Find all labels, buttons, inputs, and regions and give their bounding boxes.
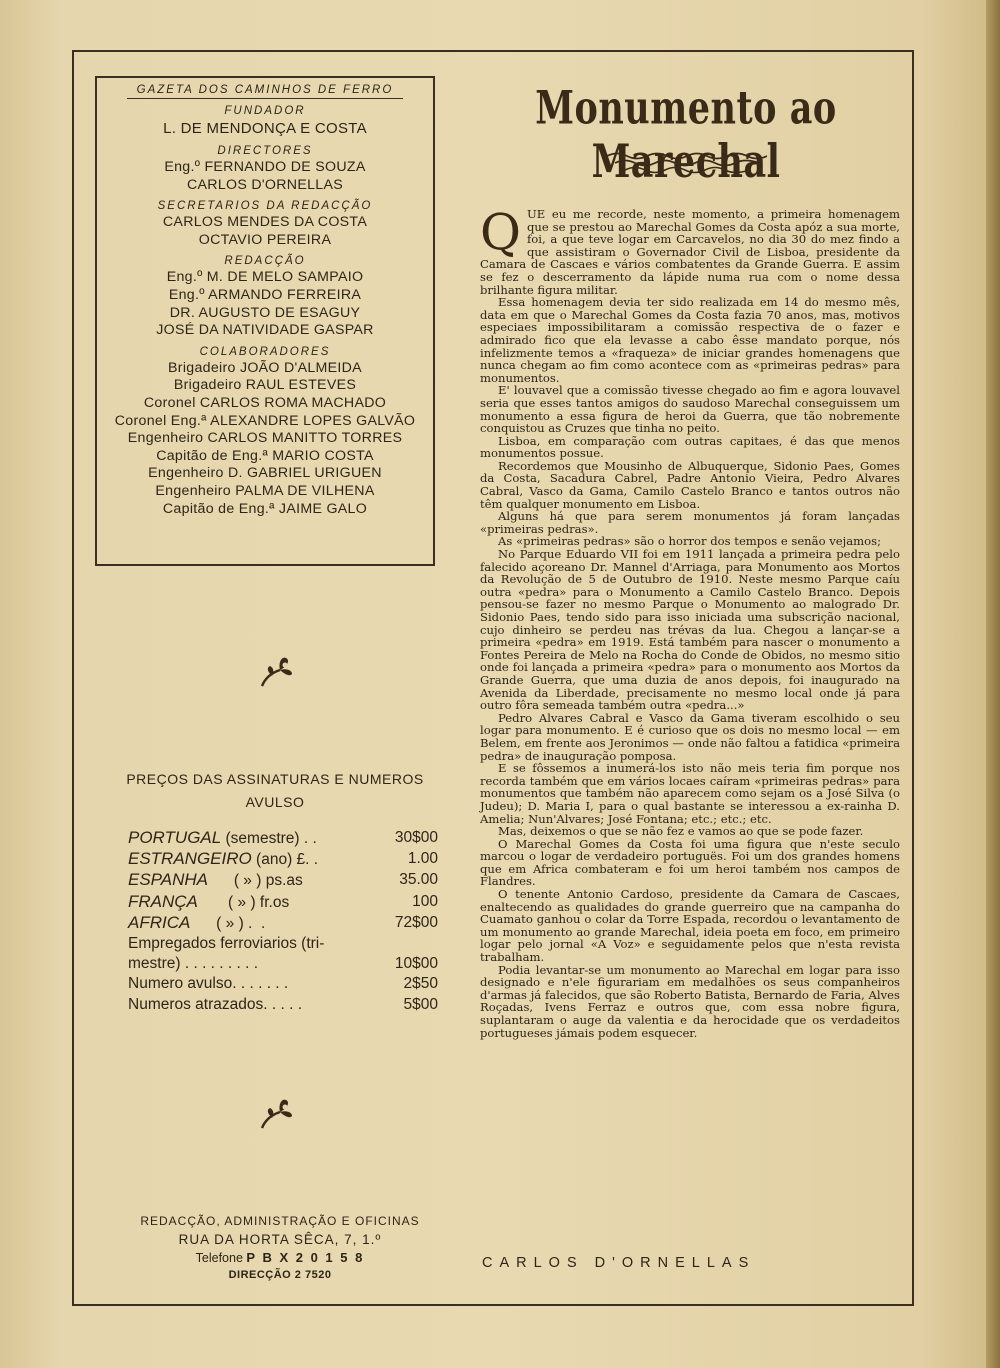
article-title: Monumento ao Marechal [535,82,837,189]
price-row [128,828,438,849]
director-name: CARLOS D'ORNELLAS [186,176,344,193]
prices-table [128,828,438,1015]
contributor-name: Engenheiro CARLOS MANITTO TORRES [127,430,403,447]
price-detail: Numero avulso. . . . . . . [128,975,289,993]
price-detail: (ano) £. . [251,851,319,869]
article-paragraph: E se fôssemos a inumerá-los isto não meis teria fim porque nos recorda também que em vários locaes caíram «primeiras pedras» para monumentos que também não aparecem como sejam os a José Silva (o Judeu); D. Maria I, para o qual bastante se interessou a ex-rainha D. Amelia; Nun'Alvares; José Fontana; etc.; etc.; etc. [480,761,900,826]
contributor-name: Capitão de Eng.ª MARIO COSTA [156,447,374,464]
article-paragraph: O Marechal Gomes da Costa foi uma figura que n'este seculo marcou o logar de verdadeiro portuguës. Foi um dos grandes homens que em Africa combateram e foi um heroi também nos campos de Flandres. [480,836,900,889]
article-paragraph: E' louvavel que a comissão tivesse chegado ao fim e agora louvavel seria que esses tantos amigos do saudoso Marechal conseguissem um monumento a essa figura de heroi da Guerra, que tão nobremente conquistou as Cruzes que tinha no peito. [480,383,900,436]
price-row [128,913,438,934]
article-paragraph [480,203,900,297]
contact-info [115,1212,445,1283]
price-value: 10$00 [394,955,438,973]
publication-name: GAZETA DOS CAMINHOS DE FERRO [127,84,404,99]
price-row [128,849,438,870]
editor-name: DR. AUGUSTO DE ESAGUY [169,304,361,321]
contact-direction: DIRECÇÃO 2 7520 [228,1269,332,1281]
contributors-role: COLABORADORES [199,345,331,358]
price-country: ESPANHA [128,870,208,890]
editorial-role: REDACÇÃO [224,255,306,268]
secretary-name: CARLOS MENDES DA COSTA [162,214,368,231]
price-value: 100 [412,892,438,910]
prices-title-continued: AVULSO [245,794,305,810]
contact-address: RUA DA HORTA SÊCA, 7, 1.º [178,1232,382,1247]
price-row [128,934,438,954]
contributor-name: Coronel CARLOS ROMA MACHADO [143,394,387,411]
editor-name: Eng.º ARMANDO FERREIRA [168,286,362,303]
founder-role: FUNDADOR [224,105,306,117]
price-detail: mestre) . . . . . . . . . [128,955,259,973]
article-paragraph: No Parque Eduardo VII foi em 1911 lançada a primeira pedra pelo falecido açoreano Dr. Mannel d'Arriaga, para Monumento aos Mortos da Revolução de 5 de Outubro de 1910. Neste mesmo Parque caíu outra «pedra» para o Monumento a Camilo Castelo Branco. Depois pensou-se fazer no mesmo Parque o Monumento ao malogrado Dr. Sidonio Paes, tendo sido para isso iniciada uma subscrição nacional, cujo dinheiro se perdeu nas trévas da lua. Chegou a lançar-se a primeira «pedra» em 1919. Está também para nascer o monumento a Fontes Pereira de Melo na Rocha do Conde de Obidos, no mesmo sitio onde foi lançada a primeira «pedra» para o monumento aos Mortos da Grande Guerra, que uma duzia de anos depois, foi inaugurado na Avenida da Liberdade, precisamente no mesmo local onde já para outro fôra semeada também outra «pedra...» [480,547,900,713]
masthead-box [95,76,435,566]
director-name: Eng.º FERNANDO DE SOUZA [164,159,366,175]
price-value: 72$00 [394,913,438,931]
price-row [128,995,438,1015]
editor-name: JOSÉ DA NATIVIDADE GASPAR [156,322,374,339]
phone-label: Telefone [195,1251,243,1265]
flower-ornament-icon [256,1092,300,1132]
article-paragraph: As «primeiras pedras» são o horror dos tempos e senão vejamos; [498,534,881,549]
article-paragraph: Essa homenagem devia ter sido realizada em 14 do mesmo mês, data em que o Marechal Gomes da Costa fazia 70 anos, mas, motivos especiaes impossibilitaram a comissão respectiva de o fazer e admirado fico que ela levasse a cabo êsse mandato porque, nós infelizmente temos a «fraqueza» de iniciar grandes homenagens que nunca chegam ao fim como acontece com as «primeiras pedras» para monumentos. [480,295,900,385]
secretaries-role: SECRETARIOS DA REDACÇÃO [157,200,373,213]
article-paragraph: Recordemos que Mousinho de Albuquerque, Sidonio Paes, Gomes da Costa, Sacadura Cabrel, Padre Antonio Vieira, Pedro Alvares Cabral, Vasco da Gama, Camilo Castelo Branco e tantos outros não têm qualquer monumento em Lisboa. [480,458,900,511]
price-detail: ( » ) . . [190,914,266,932]
article-paragraph: Lisboa, em comparação com outras capitaes, é das que menos monumentos possue. [480,433,900,461]
price-value: 35.00 [399,871,438,889]
article-signature: CARLOS D'ORNELLAS [482,1255,756,1271]
price-row [128,870,438,891]
article-paragraph: Podia levantar-se um monumento ao Marechal em logar para isso designado e n'ele figurariam em medalhões os seus companheiros d'armas já falecidos, que são Roberto Batista, Bernardo de Faria, Alves Roçadas, Ivens Ferraz e outros que, com essa nobre figura, suplantaram o auge da valentia e da herocidade que os verdadeitos portugueses jámais podem esquecer. [480,962,900,1040]
price-detail: (semestre) . . [221,830,317,847]
article-body [480,203,900,1040]
contributor-name: Brigadeiro JOÃO D'ALMEIDA [168,359,362,376]
price-detail: ( » ) ps.as [208,872,303,890]
contributor-name: Capitão de Eng.ª JAIME GALO [162,500,368,517]
contact-offices: REDACÇÃO, ADMINISTRAÇÃO E OFICINAS [140,1214,420,1228]
contributor-name: Engenheiro D. GABRIEL URIGUEN [148,465,382,482]
price-value: 5$00 [403,995,438,1013]
price-detail: Empregados ferroviarios (tri- [128,935,325,953]
article-paragraph: Mas, deixemos o que se não fez e vamos ao que se pode fazer. [498,824,864,839]
price-country: FRANÇA [128,891,198,911]
wave-divider-icon [607,150,767,176]
price-detail: Numeros atrazados. . . . . [128,995,303,1013]
price-country: AFRICA [128,912,191,932]
contributor-name: Brigadeiro RAUL ESTEVES [173,377,357,394]
price-country: PORTUGAL [128,828,222,847]
price-country: ESTRANGEIRO [128,849,252,869]
price-value: 2$50 [403,975,438,993]
article-paragraph: O tenente Antonio Cardoso, presidente da Camara de Cascaes, enaltecendo as qualidades do grande guerreiro que na campanha do Cuamato ganhou o colar da Torre Espada, recordou o levantamento de um monumento ao grande Marechal, ideia poeta em foco, em primeiro logar pelo jornal «A Voz» e seguidamente pelos que n'esta revista trabalham. [480,887,900,965]
contributor-name: Coronel Eng.ª ALEXANDRE LOPES GALVÃO [114,412,416,429]
page-edge [986,0,1000,1368]
contact-phone [115,1249,445,1267]
first-paragraph-text: UE eu me recorde, neste momento, a primeira homenagem que se prestou ao Marechal Gomes da Costa apóz a sua morte, foi, a que teve logar em Carcavelos, no dia 30 do mez findo a que assistiram o Governador Civil de Lisboa, presidente da Camara de Cascaes e vários combatentes da Grande Guerra. E assim se fez o descerramento da lápide numa rua com o nome dessa brilhante figura militar. [480,207,900,297]
subscription-prices [110,768,440,1015]
price-row [128,954,438,974]
price-value [378,934,438,954]
secretary-name: OCTAVIO PEREIRA [198,231,332,248]
drop-cap: Q [480,203,521,261]
flower-ornament-icon [256,650,300,690]
price-row [128,892,438,913]
price-detail: ( » ) fr.os [197,893,290,911]
directors-role: DIRECTORES [217,145,313,157]
price-value: 30$00 [394,829,438,846]
price-row [128,974,438,994]
prices-title: PREÇOS DAS ASSINATURAS E NUMEROS [126,771,424,787]
editor-name: Eng.º M. DE MELO SAMPAIO [166,269,364,286]
price-value: 1.00 [407,850,438,868]
phone-number: P B X 2 0 1 5 8 [246,1250,365,1265]
article-paragraph: Pedro Alvares Cabral e Vasco da Gama tiveram escolhido o seu logar para monumento. E é curioso que os dois no mesmo local — em Belem, em frente aos Jeronimos — onde não faltou a fatidica «primeira pedra» de inauguração pomposa. [480,710,900,763]
contributor-name: Engenheiro PALMA DE VILHENA [155,482,375,499]
founder-name: L. DE MENDONÇA E COSTA [163,120,367,137]
article-paragraph: Alguns há que para serem monumentos já foram lançadas «primeiras pedras». [480,509,900,536]
